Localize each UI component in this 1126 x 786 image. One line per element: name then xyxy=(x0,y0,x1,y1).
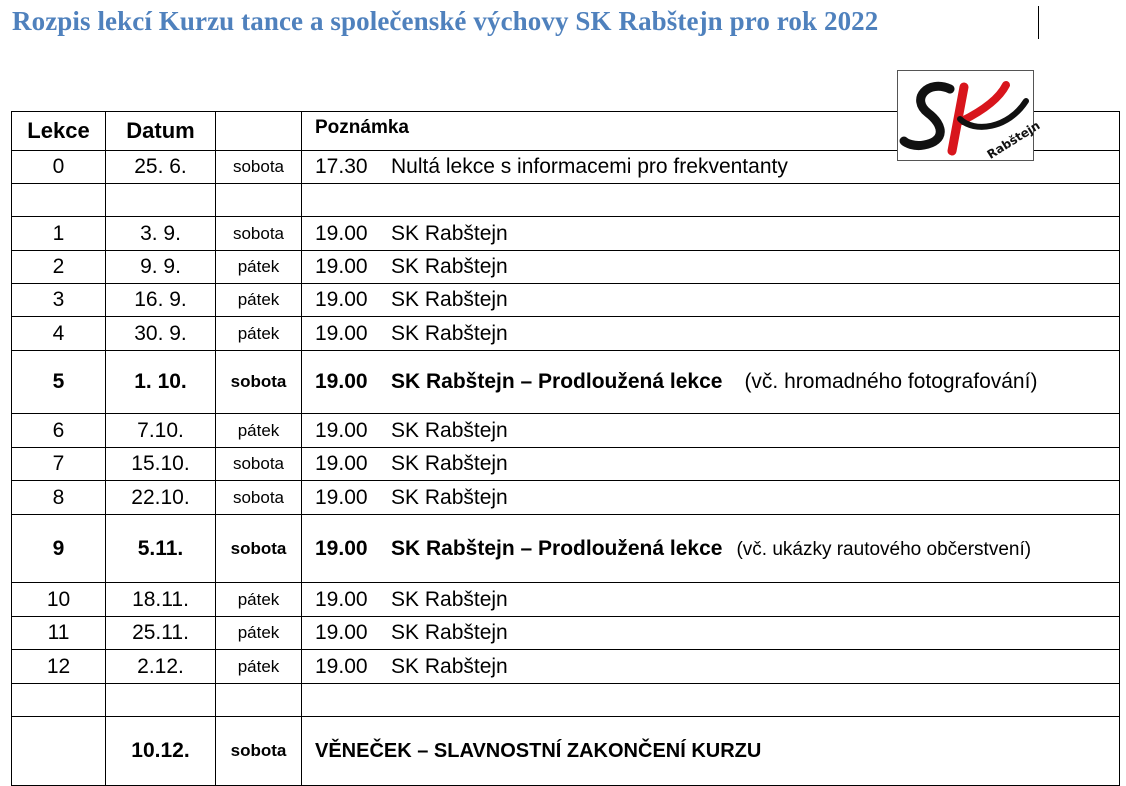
cell-poznamka xyxy=(302,515,1120,583)
cell-cas: 19.00 xyxy=(315,536,368,560)
cell-poznamka xyxy=(302,448,1120,481)
cell-datum: 7.10. xyxy=(106,414,216,448)
logo-graphic xyxy=(898,71,1043,162)
cell-den xyxy=(216,184,302,217)
cell-text: SK Rabštejn xyxy=(391,221,508,245)
cell-text: SK Rabštejn – Prodloužená lekce xyxy=(391,370,723,393)
table-row xyxy=(12,515,1120,583)
cell-den: sobota xyxy=(216,717,302,786)
cell-lekce: 2 xyxy=(12,251,106,284)
table-row xyxy=(12,717,1120,786)
cell-cas: 19.00 xyxy=(315,587,368,611)
cell-lekce: 5 xyxy=(12,351,106,414)
cell-den: pátek xyxy=(216,317,302,351)
cell-cas: 19.00 xyxy=(315,418,368,442)
table-row xyxy=(12,448,1120,481)
cell-text: SK Rabštejn xyxy=(391,255,508,278)
cell-poznamka xyxy=(302,617,1120,650)
sk-rabstejn-logo xyxy=(897,70,1043,162)
cell-datum: 5.11. xyxy=(106,515,216,583)
cell-den: sobota xyxy=(216,217,302,251)
cell-lekce xyxy=(12,184,106,217)
cell-datum xyxy=(106,684,216,717)
cell-text: VĚNEČEK – SLAVNOSTNÍ ZAKONČENÍ KURZU xyxy=(315,739,762,762)
cell-datum xyxy=(106,184,216,217)
document-title: Rozpis lekcí Kurzu tance a společenské výchovy SK Rabštejn pro rok 2022 xyxy=(12,6,879,36)
cell-datum: 16. 9. xyxy=(106,284,216,317)
cell-den: sobota xyxy=(216,481,302,515)
table-row xyxy=(12,650,1120,684)
cell-text: SK Rabštejn xyxy=(391,288,508,311)
cell-den xyxy=(216,684,302,717)
cell-text: SK Rabštejn – Prodloužená lekce xyxy=(391,536,723,560)
cell-den: pátek xyxy=(216,414,302,448)
cell-datum: 25.11. xyxy=(106,617,216,650)
cell-lekce: 3 xyxy=(12,284,106,317)
cell-poznamka xyxy=(302,650,1120,684)
cell-den: sobota xyxy=(216,351,302,414)
cell-lekce: 0 xyxy=(12,151,106,184)
cell-datum: 18.11. xyxy=(106,583,216,617)
cell-poznamka xyxy=(302,284,1120,317)
table-row xyxy=(12,184,1120,217)
cell-lekce: 9 xyxy=(12,515,106,583)
cell-datum: 10.12. xyxy=(106,717,216,786)
cell-pozn: (vč. ukázky rautového občerstvení) xyxy=(736,538,1032,560)
table-row xyxy=(12,481,1120,515)
cell-den: pátek xyxy=(216,583,302,617)
cell-cas: 19.00 xyxy=(315,321,368,345)
cell-poznamka xyxy=(302,217,1120,251)
cell-lekce: 12 xyxy=(12,650,106,684)
cell-cas: 19.00 xyxy=(315,452,368,475)
cell-cas: 19.00 xyxy=(315,621,368,644)
cell-poznamka xyxy=(302,317,1120,351)
cell-lekce: 11 xyxy=(12,617,106,650)
header-den xyxy=(216,112,302,151)
cell-den: pátek xyxy=(216,617,302,650)
cell-datum: 3. 9. xyxy=(106,217,216,251)
cell-cas: 19.00 xyxy=(315,288,368,311)
cell-datum: 1. 10. xyxy=(106,351,216,414)
cell-poznamka xyxy=(302,184,1120,217)
cell-poznamka xyxy=(302,251,1120,284)
cell-poznamka xyxy=(302,351,1120,414)
table-row xyxy=(12,351,1120,414)
cell-poznamka xyxy=(302,717,1120,786)
cell-text: SK Rabštejn xyxy=(391,418,508,442)
table-row xyxy=(12,317,1120,351)
table-row xyxy=(12,217,1120,251)
cell-lekce: 1 xyxy=(12,217,106,251)
table-row xyxy=(12,414,1120,448)
cell-datum: 15.10. xyxy=(106,448,216,481)
cell-cas: 17.30 xyxy=(315,155,368,178)
cell-poznamka xyxy=(302,583,1120,617)
cell-datum: 22.10. xyxy=(106,481,216,515)
table-row xyxy=(12,251,1120,284)
header-lekce: Lekce xyxy=(12,112,106,151)
cell-poznamka xyxy=(302,414,1120,448)
cell-text: SK Rabštejn xyxy=(391,321,508,345)
table-row xyxy=(12,583,1120,617)
cell-poznamka xyxy=(302,684,1120,717)
cell-text: SK Rabštejn xyxy=(391,485,508,509)
cell-text: Nultá lekce s informacemi pro frekventanty xyxy=(391,155,788,178)
lesson-schedule-table xyxy=(11,111,1120,786)
cell-lekce: 10 xyxy=(12,583,106,617)
cell-cas: 19.00 xyxy=(315,221,368,245)
cell-lekce: 4 xyxy=(12,317,106,351)
cell-den: pátek xyxy=(216,284,302,317)
cell-lekce xyxy=(12,684,106,717)
cell-datum: 9. 9. xyxy=(106,251,216,284)
cell-text: SK Rabštejn xyxy=(391,452,508,475)
cell-poznamka xyxy=(302,481,1120,515)
cell-cas: 19.00 xyxy=(315,654,368,678)
cell-cas: 19.00 xyxy=(315,370,368,393)
cell-datum: 2.12. xyxy=(106,650,216,684)
cell-cas: 19.00 xyxy=(315,255,368,278)
cell-pozn: (vč. hromadného fotografování) xyxy=(744,370,1038,393)
cell-text: SK Rabštejn xyxy=(391,587,508,611)
cell-lekce xyxy=(12,717,106,786)
cell-den: pátek xyxy=(216,251,302,284)
cell-text: SK Rabštejn xyxy=(391,654,508,678)
cell-den: sobota xyxy=(216,151,302,184)
header-datum: Datum xyxy=(106,112,216,151)
cell-cas: 19.00 xyxy=(315,485,368,509)
table-row xyxy=(12,617,1120,650)
cell-lekce: 6 xyxy=(12,414,106,448)
cell-datum: 30. 9. xyxy=(106,317,216,351)
table-row xyxy=(12,684,1120,717)
table-row xyxy=(12,284,1120,317)
logo-text-name: Rabštejn xyxy=(984,118,1043,162)
text-cursor xyxy=(1038,6,1039,39)
cell-den: sobota xyxy=(216,515,302,583)
cell-text: SK Rabštejn xyxy=(391,621,508,644)
cell-den: sobota xyxy=(216,448,302,481)
cell-lekce: 8 xyxy=(12,481,106,515)
cell-lekce: 7 xyxy=(12,448,106,481)
cell-den: pátek xyxy=(216,650,302,684)
cell-datum: 25. 6. xyxy=(106,151,216,184)
header-poznamka: Poznámka xyxy=(302,112,1120,151)
